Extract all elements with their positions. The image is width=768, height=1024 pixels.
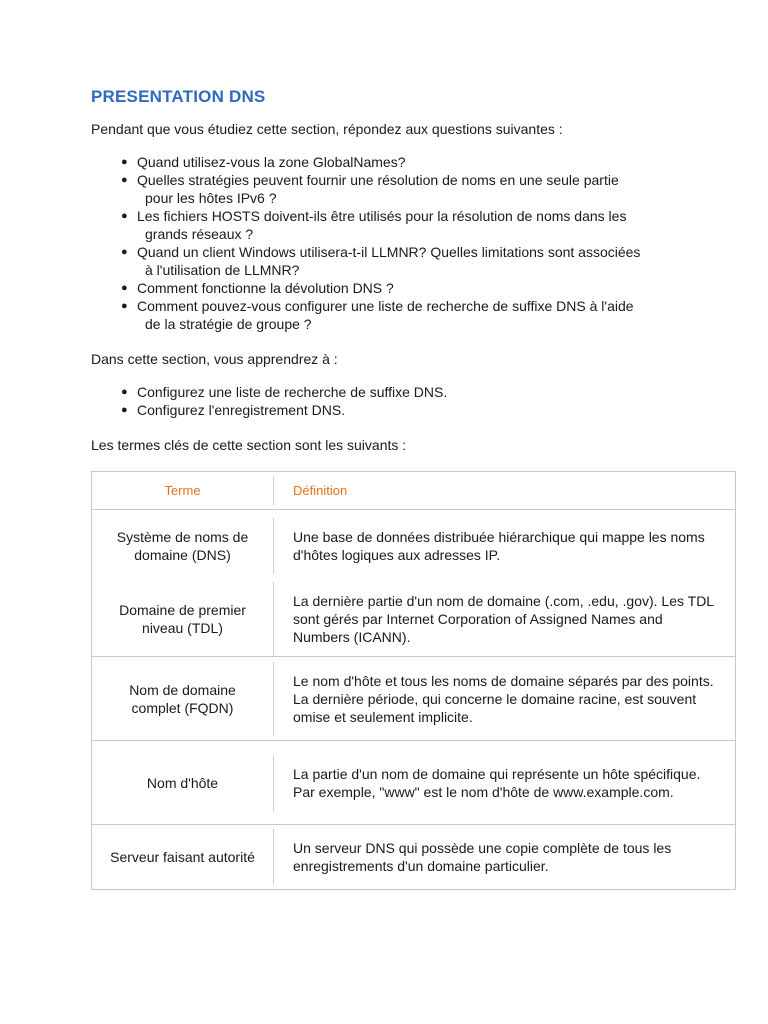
table-row [92, 741, 736, 825]
bullet-icon: ● [121, 300, 128, 312]
header-term: Terme [92, 472, 274, 510]
bullet-icon: ● [121, 386, 128, 398]
header-definition: Définition [273, 472, 736, 510]
learn-intro: Dans cette section, vous apprendrez à : [91, 351, 338, 367]
table-row [92, 825, 736, 890]
definition-cell: Le nom d'hôte et tous les noms de domaine séparés par des points. La dernière période, qui concerne le domaine racine, est souvent omise et seulement implicite. [273, 657, 736, 741]
terms-table [91, 471, 736, 890]
bullet-icon: ● [121, 404, 128, 416]
term-cell: Système de noms de domaine (DNS) [116, 529, 249, 563]
table-row [92, 582, 736, 657]
learn-list [91, 383, 736, 419]
term-cell: Domaine de premier niveau (TDL) [92, 582, 274, 657]
definition-cell: Une base de données distribuée hiérarchique qui mappe les noms d'hôtes logiques aux adresses IP. [273, 510, 736, 583]
list-item: ● Comment fonctionne la dévolution DNS ? [121, 280, 394, 296]
page-title: PRESENTATION DNS [91, 87, 266, 106]
table-header-row [92, 472, 736, 510]
list-item: ● Configurez l'enregistrement DNS. [121, 402, 346, 418]
list-item: ● Les fichiers HOSTS doivent-ils être utilisés pour la résolution de noms dans les grands réseaux ? [121, 208, 627, 242]
list-item: ● Quelles stratégies peuvent fournir une résolution de noms en une seule partie pour les hôtes IPv6 ? [121, 172, 619, 206]
term-cell: Nom de domaine complet (FQDN) [92, 657, 274, 741]
list-item: ● Configurez une liste de recherche de suffixe DNS. [121, 384, 448, 400]
term-cell: Serveur faisant autorité [110, 849, 255, 865]
bullet-icon: ● [121, 246, 128, 258]
definition-cell: Un serveur DNS qui possède une copie complète de tous les enregistrements d'un domaine particulier. [273, 825, 736, 890]
questions-list [91, 153, 736, 333]
table-row [92, 657, 736, 741]
bullet-icon: ● [121, 174, 128, 186]
term-cell: Nom d'hôte [92, 741, 274, 825]
table-row [92, 510, 736, 583]
definition-cell: La partie d'un nom de domaine qui représente un hôte spécifique. Par exemple, "www" est le nom d'hôte de www.example.com. [273, 741, 736, 825]
list-item: ● Quand un client Windows utilisera-t-il LLMNR? Quelles limitations sont associées à l'utilisation de LLMNR? [121, 244, 641, 278]
terms-intro: Les termes clés de cette section sont les suivants : [91, 437, 407, 453]
bullet-icon: ● [121, 282, 128, 294]
bullet-icon: ● [121, 210, 128, 222]
bullet-icon: ● [121, 156, 128, 168]
definition-cell: La dernière partie d'un nom de domaine (.com, .edu, .gov). Les TDL sont gérés par Internet Corporation of Assigned Names and Numbers (ICANN). [273, 582, 736, 657]
list-item: ● Quand utilisez-vous la zone GlobalNames? [121, 154, 406, 170]
list-item: ● Comment pouvez-vous configurer une liste de recherche de suffixe DNS à l'aide de la stratégie de groupe ? [121, 298, 634, 332]
intro-paragraph: Pendant que vous étudiez cette section, répondez aux questions suivantes : [91, 121, 563, 137]
document-page [91, 86, 736, 890]
